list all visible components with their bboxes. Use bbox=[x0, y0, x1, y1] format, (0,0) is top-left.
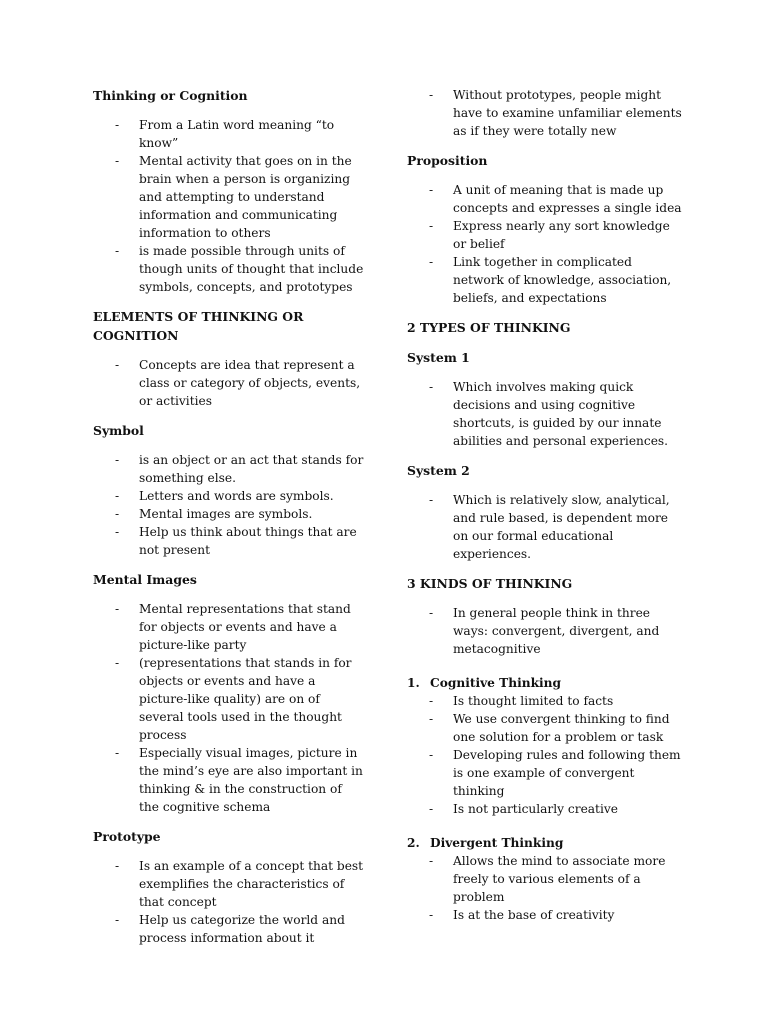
list-item: - Without prototypes, people might have to examine unfamiliar elements as if they were totally new bbox=[407, 86, 685, 140]
list-item: - Mental representations that stand for objects or events and have a picture-like party bbox=[93, 600, 365, 654]
heading-symbol: Symbol bbox=[93, 423, 144, 438]
list-item: - From a Latin word meaning “to know” bbox=[93, 116, 365, 152]
list-item: - Mental images are symbols. bbox=[93, 505, 365, 523]
list-item: - Allows the mind to associate more freely to various elements of a problem bbox=[407, 852, 685, 906]
list-item: - A unit of meaning that is made up concepts and expresses a single idea bbox=[407, 181, 685, 217]
list-item: - Which is relatively slow, analytical, and rule based, is dependent more on our formal educational experiences. bbox=[407, 491, 685, 563]
numbered-heading-label: Divergent Thinking bbox=[430, 836, 564, 850]
list-item: - Which involves making quick decisions and using cognitive shortcuts, is guided by our innate abilities and personal experiences. bbox=[407, 378, 685, 450]
list-item: - Developing rules and following them is one example of convergent thinking bbox=[407, 746, 685, 800]
cognitive-thinking-list bbox=[407, 692, 685, 818]
prototype-continued-list bbox=[407, 86, 685, 140]
list-item: - is an object or an act that stands for something else. bbox=[93, 451, 365, 487]
list-item: - Express nearly any sort knowledge or belief bbox=[407, 217, 685, 253]
heading-system-1: System 1 bbox=[407, 350, 470, 365]
system-2-list bbox=[407, 491, 685, 563]
list-item: - is made possible through units of though units of thought that include symbols, concepts, and prototypes bbox=[93, 242, 365, 296]
list-item: - Help us think about things that are not present bbox=[93, 523, 365, 559]
thinking-list bbox=[93, 116, 365, 296]
numbered-heading-cognitive-thinking bbox=[407, 674, 685, 692]
list-item: - Letters and words are symbols. bbox=[93, 487, 365, 505]
heading-mental-images: Mental Images bbox=[93, 572, 197, 587]
heading-elements: ELEMENTS OF THINKING OR COGNITION bbox=[93, 309, 304, 343]
list-item: - (representations that stands in for objects or events and have a picture-like quality) are on of several tools used in the thought process bbox=[93, 654, 365, 744]
left-column bbox=[93, 86, 365, 947]
heading-system-2: System 2 bbox=[407, 463, 470, 478]
list-number: 2. bbox=[407, 836, 420, 850]
elements-list bbox=[93, 356, 365, 410]
heading-two-types: 2 TYPES OF THINKING bbox=[407, 320, 571, 335]
prototype-list bbox=[93, 857, 365, 947]
list-item: - Mental activity that goes on in the brain when a person is organizing and attempting to understand information and communicating information to others bbox=[93, 152, 365, 242]
list-number: 1. bbox=[407, 676, 420, 690]
list-item: - Concepts are idea that represent a class or category of objects, events, or activities bbox=[93, 356, 365, 410]
list-item: - In general people think in three ways: convergent, divergent, and metacognitive bbox=[407, 604, 685, 658]
heading-proposition: Proposition bbox=[407, 153, 488, 168]
system-1-list bbox=[407, 378, 685, 450]
right-column bbox=[407, 86, 685, 924]
list-item: - Is at the base of creativity bbox=[407, 906, 685, 924]
numbered-heading-divergent-thinking bbox=[407, 834, 685, 852]
heading-thinking-or-cognition: Thinking or Cognition bbox=[93, 88, 248, 103]
numbered-heading-label: Cognitive Thinking bbox=[430, 676, 562, 690]
list-item: - Is not particularly creative bbox=[407, 800, 685, 818]
mental-images-list bbox=[93, 600, 365, 816]
symbol-list bbox=[93, 451, 365, 559]
heading-prototype: Prototype bbox=[93, 829, 161, 844]
divergent-thinking-list bbox=[407, 852, 685, 924]
three-kinds-list bbox=[407, 604, 685, 658]
list-item: - Help us categorize the world and process information about it bbox=[93, 911, 365, 947]
list-item: - We use convergent thinking to find one solution for a problem or task bbox=[407, 710, 685, 746]
list-item: - Especially visual images, picture in the mind’s eye are also important in thinking & in the construction of the cognitive schema bbox=[93, 744, 365, 816]
list-item: - Is thought limited to facts bbox=[407, 692, 685, 710]
heading-three-kinds: 3 KINDS OF THINKING bbox=[407, 576, 573, 591]
list-item: - Is an example of a concept that best exemplifies the characteristics of that concept bbox=[93, 857, 365, 911]
proposition-list bbox=[407, 181, 685, 307]
list-item: - Link together in complicated network of knowledge, association, beliefs, and expectations bbox=[407, 253, 685, 307]
